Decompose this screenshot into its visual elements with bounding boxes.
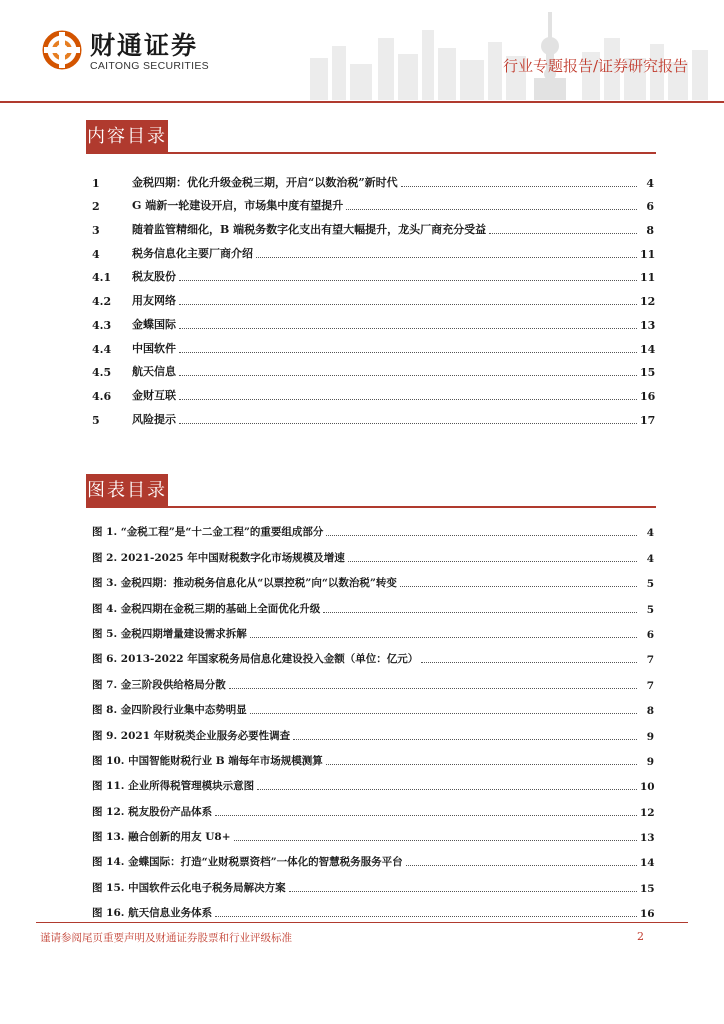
toc-item-page: 11 (640, 271, 656, 285)
figure-leader-dots (326, 764, 637, 765)
toc-item-number: 4.6 (92, 389, 112, 403)
toc-item-number: 4.5 (92, 366, 112, 380)
page-header (0, 0, 724, 104)
logo-english-name: CAITONG SECURITIES (90, 60, 209, 72)
toc-leader-dots (179, 280, 637, 281)
figure-entry-title: 图 14. 金蝶国际：打造“业财税票资档”一体化的智慧税务服务平台 (92, 856, 403, 869)
footer-disclaimer: 谨请参阅尾页重要声明及财通证券股票和行业评级标准 (40, 932, 292, 944)
toc-subitem[interactable] (92, 284, 654, 308)
report-type-label: 行业专题报告/证券研究报告 (502, 57, 688, 75)
list-of-figures (92, 514, 654, 920)
toc-leader-dots (346, 209, 637, 210)
contents-heading-block (86, 120, 656, 154)
figure-entry[interactable] (92, 666, 654, 691)
toc-item-number: 4.1 (92, 271, 112, 285)
toc-item-page: 8 (646, 224, 654, 238)
toc-item-page: 4 (646, 176, 654, 190)
figure-entry-page: 9 (646, 730, 654, 743)
toc-item-page: 11 (640, 247, 656, 261)
toc-item-number: 2 (92, 200, 100, 214)
toc-leader-dots (179, 399, 637, 400)
toc-item-page: 14 (640, 342, 656, 356)
toc-item[interactable] (92, 237, 654, 261)
toc-item-page: 16 (640, 389, 656, 403)
figure-leader-dots (406, 865, 637, 866)
toc-item-title: 金税四期：优化升级金税三期，开启“以数治税”新时代 (132, 175, 398, 189)
figure-entry[interactable] (92, 539, 654, 564)
figure-entry-page: 9 (646, 755, 654, 768)
toc-item-number: 4.2 (92, 295, 112, 309)
figure-entry-title: 图 16. 航天信息业务体系 (92, 907, 213, 920)
figures-heading: 图表目录 (86, 474, 168, 508)
toc-subitem[interactable] (92, 261, 654, 285)
toc-item[interactable] (92, 190, 654, 214)
toc-item-number: 4 (92, 247, 100, 261)
toc-item-title: 随着监管精细化，B 端税务数字化支出有望大幅提升，龙头厂商充分受益 (132, 223, 487, 237)
figures-heading-rule (86, 506, 656, 508)
figure-entry[interactable] (92, 616, 654, 641)
figure-leader-dots (229, 688, 637, 689)
figure-leader-dots (250, 713, 637, 714)
header-divider (0, 101, 724, 103)
figure-entry[interactable] (92, 869, 654, 894)
figure-entry-page: 4 (646, 527, 654, 540)
figure-entry-page: 5 (646, 603, 654, 616)
toc-item-title: 金蝶国际 (132, 317, 176, 331)
figure-entry-title: 图 2. 2021-2025 年中国财税数字化市场规模及增速 (92, 551, 345, 564)
contents-heading: 内容目录 (86, 120, 168, 154)
toc-item-page: 15 (640, 366, 656, 380)
caitong-logo-icon (40, 30, 84, 70)
toc-item[interactable] (92, 213, 654, 237)
toc-leader-dots (179, 304, 637, 305)
toc-item-title: 航天信息 (132, 365, 176, 379)
figure-entry-page: 6 (646, 628, 654, 641)
toc-item-number: 5 (92, 413, 100, 427)
figure-leader-dots (289, 891, 637, 892)
figure-entry[interactable] (92, 514, 654, 539)
figure-entry-title: 图 15. 中国软件云化电子税务局解决方案 (92, 881, 286, 894)
toc-item-title: 税友股份 (132, 270, 176, 284)
footer-divider (36, 922, 688, 923)
table-of-contents (92, 166, 654, 427)
figure-entry-title: 图 4. 金税四期在金税三期的基础上全面优化升级 (92, 602, 321, 615)
figures-heading-block (86, 474, 656, 508)
toc-item-title: 税务信息化主要厂商介绍 (132, 246, 253, 260)
logo-chinese-name: 财通证券 (90, 31, 199, 60)
figure-entry-page: 5 (646, 578, 654, 591)
figure-entry[interactable] (92, 565, 654, 590)
figure-leader-dots (257, 789, 637, 790)
figure-entry-title: 图 12. 税友股份产品体系 (92, 805, 213, 818)
figure-entry[interactable] (92, 793, 654, 818)
toc-item-title: 用友网络 (132, 294, 176, 308)
toc-leader-dots (489, 233, 637, 234)
figure-entry-page: 10 (640, 781, 655, 794)
toc-leader-dots (179, 423, 637, 424)
city-skyline-graphic (300, 8, 724, 100)
toc-item-title: 风险提示 (132, 412, 176, 426)
figure-entry[interactable] (92, 844, 654, 869)
toc-leader-dots (401, 186, 637, 187)
figure-entry[interactable] (92, 768, 654, 793)
figure-entry[interactable] (92, 895, 654, 920)
figure-entry[interactable] (92, 692, 654, 717)
figure-leader-dots (326, 535, 637, 536)
figure-leader-dots (215, 916, 637, 917)
toc-subitem[interactable] (92, 379, 654, 403)
contents-heading-rule (86, 152, 656, 154)
toc-item-page: 6 (646, 200, 654, 214)
figure-entry-title: 图 6. 2013-2022 年国家税务局信息化建设投入金额（单位：亿元） (92, 653, 419, 666)
toc-item-page: 13 (640, 318, 656, 332)
page-number: 2 (637, 930, 644, 943)
figure-entry-page: 4 (646, 552, 654, 565)
toc-item-title: G 端新一轮建设开启，市场集中度有望提升 (132, 199, 344, 213)
toc-item-page: 17 (640, 413, 656, 427)
figure-entry-page: 14 (640, 857, 655, 870)
toc-item[interactable] (92, 166, 654, 190)
figure-entry-title: 图 7. 金三阶段供给格局分散 (92, 678, 226, 691)
toc-leader-dots (179, 352, 637, 353)
figure-entry-title: 图 10. 中国智能财税行业 B 端每年市场规模测算 (92, 754, 323, 767)
figure-entry-title: 图 8. 金四阶段行业集中态势明显 (92, 704, 247, 717)
toc-item-number: 1 (92, 176, 100, 190)
toc-item-page: 12 (640, 295, 656, 309)
figure-entry-page: 15 (640, 882, 655, 895)
figure-leader-dots (215, 815, 637, 816)
toc-leader-dots (179, 328, 637, 329)
figure-entry-title: 图 1. “金税工程”是“十二金工程”的重要组成部分 (92, 526, 324, 539)
figure-entry-title: 图 13. 融合创新的用友 U8+ (92, 831, 231, 844)
toc-leader-dots (256, 257, 637, 258)
figure-leader-dots (234, 840, 638, 841)
figure-leader-dots (421, 662, 637, 663)
toc-leader-dots (179, 375, 637, 376)
figure-entry[interactable] (92, 717, 654, 742)
figure-entry-page: 7 (646, 654, 654, 667)
figure-entry[interactable] (92, 641, 654, 666)
figure-entry-title: 图 3. 金税四期：推动税务信息化从“以票控税”向“以数治税”转变 (92, 577, 397, 590)
figure-entry-title: 图 11. 企业所得税管理模块示意图 (92, 780, 255, 793)
toc-item-number: 4.3 (92, 318, 112, 332)
figure-entry-page: 13 (640, 832, 655, 845)
toc-subitem[interactable] (92, 332, 654, 356)
toc-item-title: 中国软件 (132, 341, 176, 355)
figure-leader-dots (400, 586, 637, 587)
figure-entry-page: 8 (646, 705, 654, 718)
figure-entry-title: 图 9. 2021 年财税类企业服务必要性调查 (92, 729, 291, 742)
toc-subitem[interactable] (92, 356, 654, 380)
figure-entry[interactable] (92, 819, 654, 844)
figure-entry-title: 图 5. 金税四期增量建设需求拆解 (92, 627, 247, 640)
figure-leader-dots (250, 637, 637, 638)
figure-entry-page: 16 (640, 908, 655, 921)
toc-item-number: 4.4 (92, 342, 112, 356)
toc-item-number: 3 (92, 224, 100, 238)
toc-subitem[interactable] (92, 308, 654, 332)
figure-leader-dots (348, 561, 637, 562)
toc-item[interactable] (92, 403, 654, 427)
figure-leader-dots (293, 739, 637, 740)
figure-entry[interactable] (92, 590, 654, 615)
toc-item-title: 金财互联 (132, 388, 176, 402)
figure-entry-page: 7 (646, 679, 654, 692)
figure-entry[interactable] (92, 743, 654, 768)
figure-entry-page: 12 (640, 806, 655, 819)
figure-leader-dots (323, 612, 637, 613)
